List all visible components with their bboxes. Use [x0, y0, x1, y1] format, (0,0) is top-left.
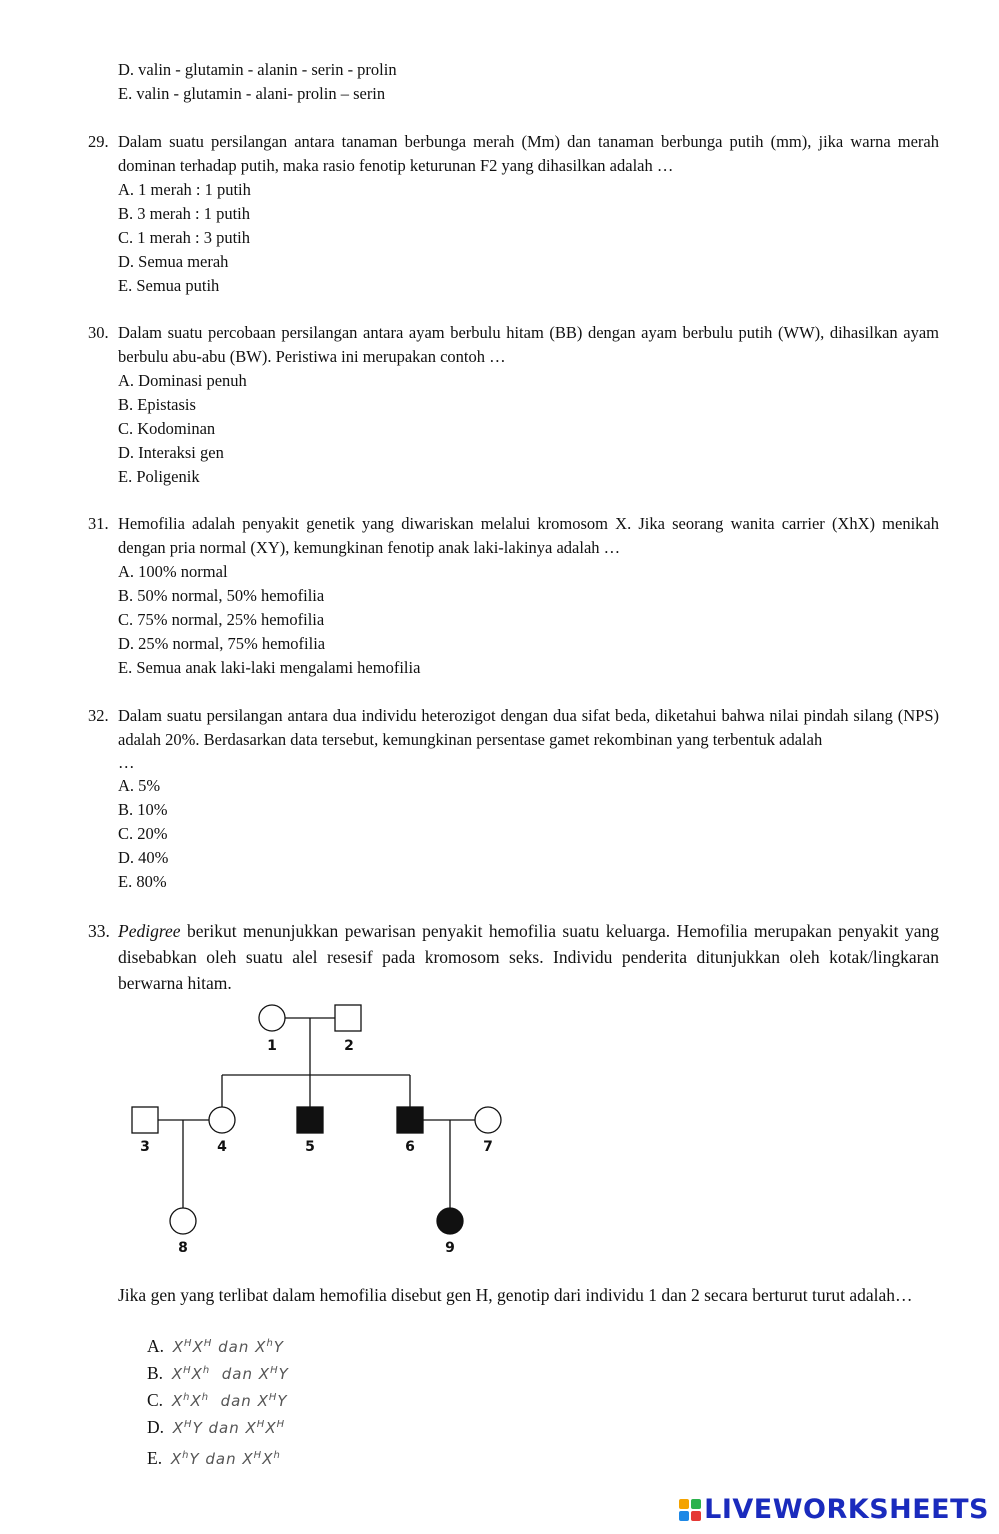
genotype-d: $X^HY$ dan $X^HX^H$	[172, 1419, 286, 1437]
liveworksheets-logo[interactable]	[679, 1494, 989, 1525]
q30-option-d: D. Interaksi gen	[118, 443, 224, 462]
q30-text: Dalam suatu percobaan persilangan antara ayam berbulu hitam (BB) dengan ayam berbulu putih (WW), dihasilkan ayam berbulu abu-abu (BW). Peristiwa ini merupakan contoh …	[118, 323, 939, 366]
q33-number: 33.	[88, 921, 110, 941]
q32-ellipsis: …	[118, 753, 135, 772]
q29-option-d: D. Semua merah	[118, 252, 229, 271]
q32-option-c: C. 20%	[118, 824, 168, 843]
label-1: 1	[267, 1038, 277, 1054]
q33-option-a[interactable]: A. $X^HX^H$ dan $X^hY$	[147, 1336, 284, 1356]
individual-3-male	[132, 1107, 158, 1133]
q30-option-e: E. Poligenik	[118, 467, 200, 486]
q29-text: Dalam suatu persilangan antara tanaman berbunga merah (Mm) dan tanaman berbunga putih (mm), jika warna merah dominan terhadap putih, maka rasio fenotip keturunan F2 yang dihasilkan adalah …	[118, 132, 939, 175]
q32-number: 32.	[88, 706, 109, 725]
genotype-b: $X^HX^h$ dan $X^HY$	[171, 1365, 289, 1383]
q30-option-a: A. Dominasi penuh	[118, 371, 247, 390]
logo-grid-icon	[679, 1499, 701, 1521]
q29-option-e: E. Semua putih	[118, 276, 220, 295]
q31-option-d: D. 25% normal, 75% hemofilia	[118, 634, 326, 653]
label-3: 3	[140, 1139, 150, 1155]
q30-option-b: B. Epistasis	[118, 395, 196, 414]
individual-9-affected-female	[437, 1208, 463, 1234]
q31-number: 31.	[88, 514, 109, 533]
individual-4-female	[209, 1107, 235, 1133]
q32-option-d: D. 40%	[118, 848, 169, 867]
q29-option-b: B. 3 merah : 1 putih	[118, 204, 250, 223]
individual-8-female	[170, 1208, 196, 1234]
label-2: 2	[344, 1038, 354, 1054]
individual-7-female	[475, 1107, 501, 1133]
q29-number: 29.	[88, 132, 109, 151]
q31-option-e: E. Semua anak laki-laki mengalami hemofilia	[118, 658, 421, 677]
genotype-a: $X^HX^H$ dan $X^hY$	[172, 1338, 284, 1356]
q32-option-b: B. 10%	[118, 800, 168, 819]
q33-option-d[interactable]: D. $X^HY$ dan $X^HX^H$	[147, 1417, 286, 1437]
q33-question: Jika gen yang terlibat dalam hemofilia disebut gen H, genotip dari individu 1 dan 2 secara berturut turut adalah…	[118, 1285, 913, 1305]
q31-option-a: A. 100% normal	[118, 562, 228, 581]
genotype-e: $X^hY$ dan $X^HX^h$	[170, 1450, 281, 1468]
q30-option-c: C. Kodominan	[118, 419, 216, 438]
q33-option-e[interactable]: E. $X^hY$ dan $X^HX^h$	[147, 1448, 281, 1468]
q32-option-e: E. 80%	[118, 872, 167, 891]
q33-option-b[interactable]: B. $X^HX^h$ dan $X^HY$	[147, 1363, 289, 1383]
q31-option-b: B. 50% normal, 50% hemofilia	[118, 586, 325, 605]
logo-text: LIVEWORKSHEETS	[704, 1494, 989, 1525]
individual-1-female	[259, 1005, 285, 1031]
label-6: 6	[405, 1139, 415, 1155]
q28-option-d: D. valin - glutamin - alanin - serin - prolin	[118, 60, 397, 79]
q33-lead-italic: Pedigree	[118, 921, 181, 941]
q31-text: Hemofilia adalah penyakit genetik yang diwariskan melalui kromosom X. Jika seorang wanita carrier (XhX) menikah dengan pria normal (XY), kemungkinan fenotip anak laki-lakinya adalah …	[118, 514, 939, 557]
label-9: 9	[445, 1240, 455, 1256]
individual-5-affected-male	[297, 1107, 323, 1133]
individual-2-male	[335, 1005, 361, 1031]
q30-number: 30.	[88, 323, 109, 342]
q33-option-c[interactable]: C. $X^hX^h$ dan $X^HY$	[147, 1390, 288, 1410]
individual-6-affected-male	[397, 1107, 423, 1133]
label-8: 8	[178, 1240, 188, 1256]
q33-text	[118, 918, 939, 996]
label-7: 7	[483, 1139, 493, 1155]
genotype-c: $X^hX^h$ dan $X^HY$	[171, 1392, 288, 1410]
q29-option-a: A. 1 merah : 1 putih	[118, 180, 251, 199]
q31-option-c: C. 75% normal, 25% hemofilia	[118, 610, 325, 629]
q33-body: berikut menunjukkan pewarisan penyakit hemofilia suatu keluarga. Hemofilia merupakan penyakit yang disebabkan oleh suatu alel resesif pada kromosom seks. Individu penderita ditunjukkan oleh kotak/lingkaran berwarna hitam.	[118, 921, 939, 993]
pedigree-diagram	[110, 995, 530, 1260]
label-5: 5	[305, 1139, 315, 1155]
q28-option-e: E. valin - glutamin - alani- prolin – serin	[118, 84, 386, 103]
label-4: 4	[217, 1139, 227, 1155]
q32-option-a: A. 5%	[118, 776, 161, 795]
q29-option-c: C. 1 merah : 3 putih	[118, 228, 250, 247]
q32-text: Dalam suatu persilangan antara dua individu heterozigot dengan dua sifat beda, diketahui bahwa nilai pindah silang (NPS) adalah 20%. Berdasarkan data tersebut, kemungkinan persentase gamet rekombinan yang terbentuk adalah	[118, 706, 939, 749]
